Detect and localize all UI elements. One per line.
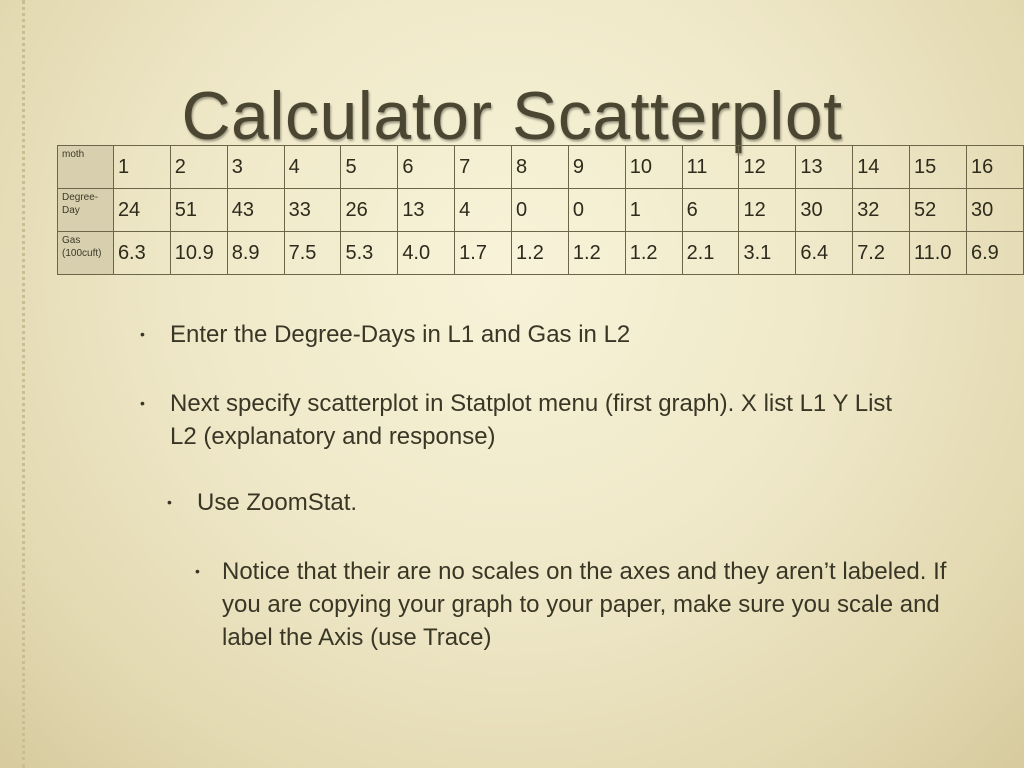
table-cell: 7.2	[853, 232, 910, 275]
table-cell: 1	[625, 189, 682, 232]
row-header: Degree-Day	[58, 189, 114, 232]
table-cell: 12	[739, 189, 796, 232]
table-cell: 13	[398, 189, 455, 232]
bullet-dot: •	[140, 326, 145, 342]
table-cell: 11	[682, 146, 739, 189]
table-cell: 1.2	[568, 232, 625, 275]
table-cell: 6	[682, 189, 739, 232]
table-row	[58, 189, 1024, 232]
table-cell: 2.1	[682, 232, 739, 275]
table-cell: 7	[455, 146, 512, 189]
bullet-text: Use ZoomStat.	[197, 489, 358, 516]
table-cell: 26	[341, 189, 398, 232]
table-cell: 11.0	[910, 232, 967, 275]
table-cell: 0	[568, 189, 625, 232]
bullet-dot: •	[140, 395, 145, 411]
table-cell: 3.1	[739, 232, 796, 275]
table-cell: 1.2	[625, 232, 682, 275]
table-row	[58, 232, 1024, 275]
table-cell: 43	[227, 189, 284, 232]
table-cell: 6.4	[796, 232, 853, 275]
table-cell: 51	[170, 189, 227, 232]
table-cell: 30	[796, 189, 853, 232]
slide-title: Calculator Scatterplot	[181, 78, 843, 154]
data-table	[57, 145, 1024, 275]
bullet-text: Enter the Degree-Days in L1 and Gas in L2	[170, 321, 631, 348]
table-cell: 4.0	[398, 232, 455, 275]
table-cell: 52	[910, 189, 967, 232]
table-cell: 4	[455, 189, 512, 232]
table-cell: 4	[284, 146, 341, 189]
bullet-dot: •	[195, 563, 200, 579]
table-cell: 8	[512, 146, 569, 189]
table-cell: 16	[966, 146, 1023, 189]
table-cell: 3	[227, 146, 284, 189]
table-cell: 10.9	[170, 232, 227, 275]
table-cell: 8.9	[227, 232, 284, 275]
bullet-text: Notice that their are no scales on the axes and they aren’t labeled. If you are copying your graph to your paper, make sure you scale and label the Axis (use Trace)	[222, 558, 947, 651]
table-cell: 6.3	[113, 232, 170, 275]
table-cell: 13	[796, 146, 853, 189]
table-cell: 24	[113, 189, 170, 232]
table-cell: 33	[284, 189, 341, 232]
bullet-text: Next specify scatterplot in Statplot menu (first graph). X list L1 Y List L2 (explanatory and response)	[170, 390, 893, 450]
table-row	[58, 146, 1024, 189]
table-cell: 12	[739, 146, 796, 189]
table-cell: 10	[625, 146, 682, 189]
table-cell: 1.2	[512, 232, 569, 275]
row-header: Gas (100cuft)	[58, 232, 114, 275]
table-cell: 14	[853, 146, 910, 189]
table-cell: 6	[398, 146, 455, 189]
table-cell: 5	[341, 146, 398, 189]
table-cell: 9	[568, 146, 625, 189]
row-header: moth	[58, 146, 114, 189]
table-cell: 30	[966, 189, 1023, 232]
table-cell: 15	[910, 146, 967, 189]
table-cell: 1	[113, 146, 170, 189]
table-cell: 32	[853, 189, 910, 232]
table-cell: 1.7	[455, 232, 512, 275]
table-cell: 5.3	[341, 232, 398, 275]
bullet-dot: •	[167, 494, 172, 510]
table-cell: 0	[512, 189, 569, 232]
table-cell: 6.9	[966, 232, 1023, 275]
table-cell: 7.5	[284, 232, 341, 275]
table-cell: 2	[170, 146, 227, 189]
